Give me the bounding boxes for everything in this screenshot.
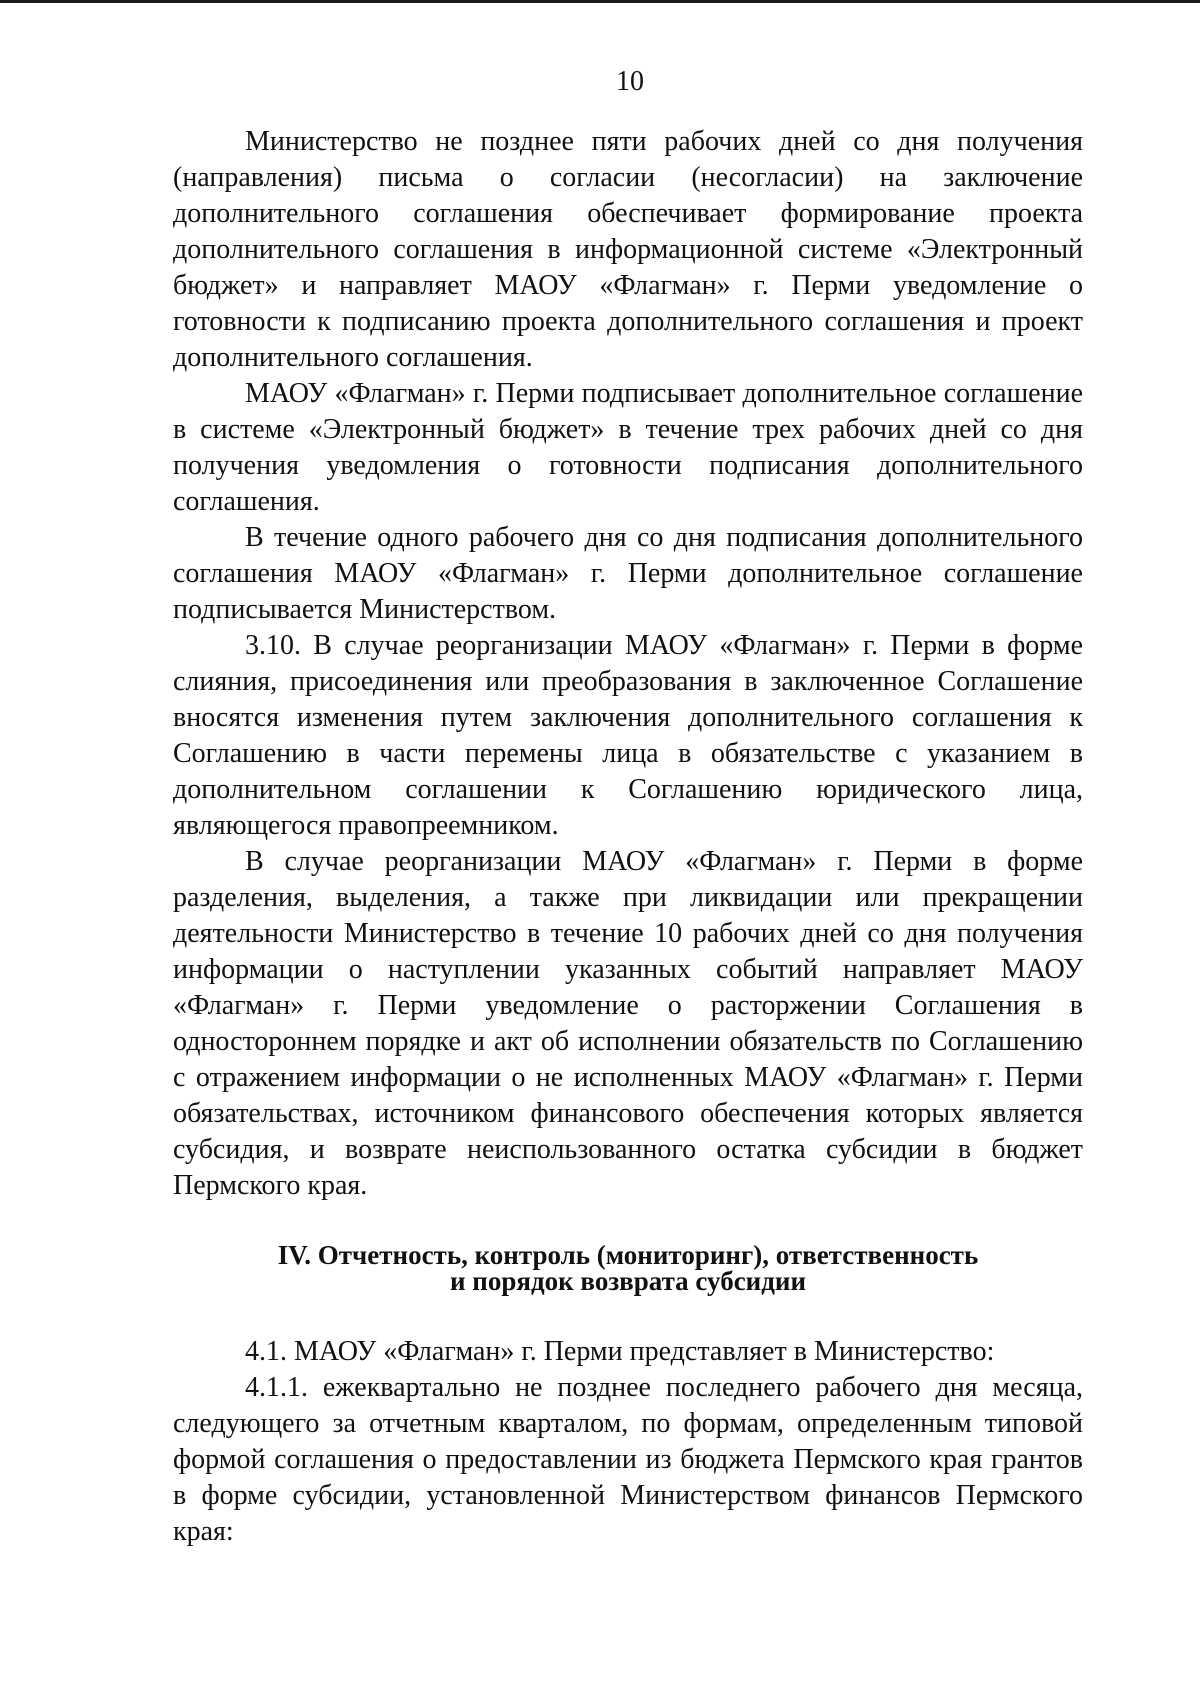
section-heading (173, 1242, 1083, 1294)
paragraph: 4.1.1. ежеквартально не позднее последнего рабочего дня месяца, следующего за отчетным кварталом, по формам, определенным типовой формой соглашения о предоставлении из бюджета Пермского края грантов в форме субсидии, установленной Министерством финансов Пермского края: (173, 1372, 1083, 1547)
page-number: 10 (616, 66, 644, 97)
paragraph: 3.10. В случае реорганизации МАОУ «Флагман» г. Перми в форме слияния, присоединения или преобразования в заключенное Соглашение вносятся изменения путем заключения дополнительного соглашения к Соглашению в части перемены лица в обязательстве с указанием в дополнительном соглашении к Соглашению юридического лица, являющегося правопреемником. (173, 630, 1083, 841)
paragraph: МАОУ «Флагман» г. Перми подписывает дополнительное соглашение в системе «Электронный бюджет» в течение трех рабочих дней со дня получения уведомления о готовности подписания дополнительного соглашения. (173, 378, 1083, 517)
scan-edge (0, 0, 1200, 3)
paragraph: В случае реорганизации МАОУ «Флагман» г. Перми в форме разделения, выделения, а также при ликвидации или прекращении деятельности Министерство в течение 10 рабочих дней со дня получения информации о наступлении указанных событий направляет МАОУ «Флагман» г. Перми уведомление о расторжении Соглашения в одностороннем порядке и акт об исполнении обязательств по Соглашению с отражением информации о не исполненных МАОУ «Флагман» г. Перми обязательствах, источником финансового обеспечения которых является субсидия, и возврате неиспользованного остатка субсидии в бюджет Пермского края. (173, 846, 1083, 1201)
paragraph: 4.1. МАОУ «Флагман» г. Перми представляет в Министерство: (245, 1336, 995, 1367)
document-body (173, 124, 1083, 1550)
section-heading-line: и порядок возврата субсидии (449, 1266, 807, 1296)
paragraph: В течение одного рабочего дня со дня подписания дополнительного соглашения МАОУ «Флагман» г. Перми дополнительное соглашение подписывается Министерством. (173, 522, 1083, 625)
section-heading-line: IV. Отчетность, контроль (мониторинг), ответственность (277, 1240, 979, 1270)
paragraph: Министерство не позднее пяти рабочих дней со дня получения (направления) письма о согласии (несогласии) на заключение дополнительного соглашения обеспечивает формирование проекта дополнительного соглашения в информационной системе «Электронный бюджет» и направляет МАОУ «Флагман» г. Перми уведомление о готовности к подписанию проекта дополнительного соглашения и проект дополнительного соглашения. (173, 126, 1083, 373)
